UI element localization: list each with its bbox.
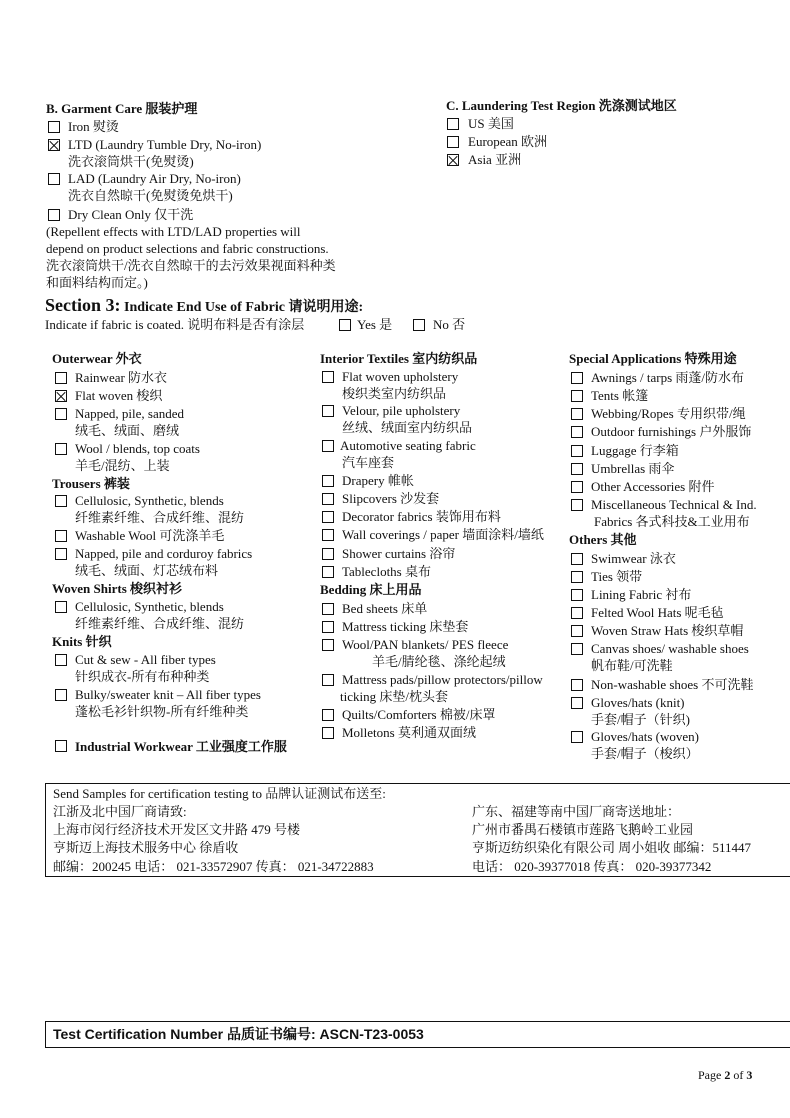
dry-clean-label: Dry Clean Only 仅干洗 xyxy=(68,207,194,222)
wool-blends-checkbox[interactable] xyxy=(55,443,67,455)
molletons-label: Molletons 莫利通双面绒 xyxy=(342,725,476,740)
luggage-checkbox[interactable] xyxy=(571,445,583,457)
asia-checkbox[interactable] xyxy=(447,154,459,166)
automotive-checkbox[interactable] xyxy=(322,440,334,452)
upholstery-label: Flat woven upholstery xyxy=(342,369,459,384)
rainwear-checkbox[interactable] xyxy=(55,372,67,384)
section3-title-prefix: Section 3: xyxy=(45,295,121,315)
awnings-label: Awnings / tarps 雨蓬/防水布 xyxy=(591,370,744,385)
upholstery-checkbox[interactable] xyxy=(322,371,334,383)
non-washable-checkbox[interactable] xyxy=(571,679,583,691)
trousers-cellulosic-label: Cellulosic, Synthetic, blends xyxy=(75,493,224,508)
section3-title-rest: Indicate End Use of Fabric 请说明用途: xyxy=(120,300,364,315)
lining-checkbox[interactable] xyxy=(571,589,583,601)
washable-wool-label: Washable Wool 可洗涤羊毛 xyxy=(75,528,225,543)
garment-care-title: B. Garment Care 服装护理 xyxy=(46,101,198,116)
mattress-ticking-label: Mattress ticking 床垫套 xyxy=(342,619,469,634)
napped-label: Napped, pile, sanded xyxy=(75,406,185,421)
ltd-label: LTD (Laundry Tumble Dry, No-iron) xyxy=(68,137,262,152)
washable-wool-checkbox[interactable] xyxy=(55,530,67,542)
coated-no-label: No 否 xyxy=(433,317,466,332)
corduroy-label: Napped, pile and corduroy fabrics xyxy=(75,546,253,561)
canvas-shoes-label: Canvas shoes/ washable shoes xyxy=(591,641,749,656)
flat-woven-checkbox[interactable] xyxy=(55,390,67,402)
interior-title: Interior Textiles 室内纺织品 xyxy=(320,351,478,366)
page-number xyxy=(698,1067,752,1084)
gloves-knit-checkbox[interactable] xyxy=(571,697,583,709)
tents-checkbox[interactable] xyxy=(571,390,583,402)
iron-checkbox[interactable] xyxy=(48,121,60,133)
awnings-checkbox[interactable] xyxy=(571,372,583,384)
swimwear-label: Swimwear 泳衣 xyxy=(591,551,676,566)
coated-no-checkbox[interactable] xyxy=(413,319,425,331)
samples-left-1: 江浙及北中国厂商请致: xyxy=(53,804,187,819)
wool-blends-sublabel: 羊毛/混纺、上装 xyxy=(75,458,170,473)
misc-technical-sublabel: Fabrics 各式科技&工业用布 xyxy=(594,514,750,529)
canvas-shoes-sublabel: 帆布鞋/可洗鞋 xyxy=(591,658,673,673)
lad-label: LAD (Laundry Air Dry, No-iron) xyxy=(68,171,241,186)
wool-blends-label: Wool / blends, top coats xyxy=(75,441,200,456)
outdoor-label: Outdoor furnishings 户外服饰 xyxy=(591,424,752,439)
others-title: Others 其他 xyxy=(569,532,637,547)
dry-clean-checkbox[interactable] xyxy=(48,209,60,221)
gloves-woven-sublabel: 手套/帽子（梭织） xyxy=(591,746,699,761)
shirts-cellulosic-label: Cellulosic, Synthetic, blends xyxy=(75,599,224,614)
outerwear-title: Outerwear 外衣 xyxy=(52,351,142,366)
bed-sheets-label: Bed sheets 床单 xyxy=(342,601,428,616)
gloves-knit-sublabel: 手套/帽子（针织) xyxy=(591,712,690,727)
wall-coverings-label: Wall coverings / paper 墙面涂料/墙纸 xyxy=(342,527,544,542)
napped-checkbox[interactable] xyxy=(55,408,67,420)
non-washable-label: Non-washable shoes 不可洗鞋 xyxy=(591,677,754,692)
mattress-pads-label: Mattress pads/pillow protectors/pillow xyxy=(342,672,543,687)
bulky-knit-sublabel: 蓬松毛衫针织物-所有纤维种类 xyxy=(75,704,249,719)
certification-number: Test Certification Number 品质证书编号: ASCN-T23-0053 xyxy=(53,1026,424,1042)
ltd-checkbox[interactable] xyxy=(48,139,60,151)
samples-left-4: 邮编：200245 电话： 021-33572907 传真： 021-34722883 xyxy=(53,859,374,874)
trousers-title: Trousers 裤装 xyxy=(52,476,130,491)
velour-sublabel: 丝绒、绒面室内纺织品 xyxy=(342,420,473,435)
garment-note-2: depend on product selections and fabric constructions. xyxy=(46,241,329,256)
straw-hats-label: Woven Straw Hats 梭织草帽 xyxy=(591,623,744,638)
garment-note-1: (Repellent effects with LTD/LAD properties will xyxy=(46,224,301,239)
knits-title: Knits 针织 xyxy=(52,634,112,649)
page-prefix: Page xyxy=(698,1068,725,1082)
page-total: 3 xyxy=(746,1068,753,1082)
flat-woven-label: Flat woven 梭织 xyxy=(75,388,163,403)
mattress-ticking-checkbox[interactable] xyxy=(322,621,334,633)
straw-hats-checkbox[interactable] xyxy=(571,625,583,637)
page-current: 2 xyxy=(724,1068,731,1082)
umbrellas-label: Umbrellas 雨伞 xyxy=(591,461,675,476)
industrial-checkbox[interactable] xyxy=(55,740,67,752)
ltd-sublabel: 洗衣滚筒烘干(免熨烫) xyxy=(68,154,194,169)
us-checkbox[interactable] xyxy=(447,118,459,130)
swimwear-checkbox[interactable] xyxy=(571,553,583,565)
garment-note-3: 洗衣滚筒烘干/洗衣自然晾干的去污效果视面料种类 xyxy=(46,258,336,273)
cut-sew-sublabel: 针织成衣-所有布种种类 xyxy=(75,669,210,684)
samples-right-2: 广州市番禺石楼镇市莲路飞鹅岭工业园 xyxy=(472,822,694,837)
quilts-label: Quilts/Comforters 棉被/床罩 xyxy=(342,707,496,722)
cut-sew-label: Cut & sew - All fiber types xyxy=(75,652,216,667)
outdoor-checkbox[interactable] xyxy=(571,426,583,438)
webbing-checkbox[interactable] xyxy=(571,408,583,420)
blankets-sublabel: 羊毛/腈纶毯、涤纶起绒 xyxy=(372,654,506,669)
rainwear-label: Rainwear 防水衣 xyxy=(75,370,168,385)
laundering-title: C. Laundering Test Region 洗涤测试地区 xyxy=(446,98,677,113)
gloves-knit-label: Gloves/hats (knit) xyxy=(591,695,685,710)
coated-yes-label: Yes 是 xyxy=(357,317,393,332)
canvas-shoes-checkbox[interactable] xyxy=(571,643,583,655)
umbrellas-checkbox[interactable] xyxy=(571,463,583,475)
misc-technical-label: Miscellaneous Technical & Ind. xyxy=(591,497,757,512)
decorator-label: Decorator fabrics 装饰用布料 xyxy=(342,509,501,524)
woven-shirts-title: Woven Shirts 梭织衬衫 xyxy=(52,581,183,596)
corduroy-checkbox[interactable] xyxy=(55,548,67,560)
mattress-pads-sublabel: ticking 床垫/枕头套 xyxy=(340,689,448,704)
trousers-cellulosic-checkbox[interactable] xyxy=(55,495,67,507)
lad-checkbox[interactable] xyxy=(48,173,60,185)
tablecloths-label: Tablecloths 桌布 xyxy=(342,564,431,579)
shower-curtains-checkbox[interactable] xyxy=(322,548,334,560)
shower-curtains-label: Shower curtains 浴帘 xyxy=(342,546,456,561)
velour-label: Velour, pile upholstery xyxy=(342,403,461,418)
tablecloths-checkbox[interactable] xyxy=(322,566,334,578)
trousers-cellulosic-sublabel: 纤维素纤维、合成纤维、混纺 xyxy=(75,510,245,525)
automotive-label: Automotive seating fabric xyxy=(340,438,476,453)
coated-yes-checkbox[interactable] xyxy=(339,319,351,331)
bed-sheets-checkbox[interactable] xyxy=(322,603,334,615)
lining-label: Lining Fabric 衬布 xyxy=(591,587,692,602)
gloves-woven-label: Gloves/hats (woven) xyxy=(591,729,699,744)
bulky-knit-label: Bulky/sweater knit – All fiber types xyxy=(75,687,261,702)
accessories-checkbox[interactable] xyxy=(571,481,583,493)
webbing-label: Webbing/Ropes 专用织带/绳 xyxy=(591,406,746,421)
bedding-title: Bedding 床上用品 xyxy=(320,582,422,597)
corduroy-sublabel: 绒毛、绒面、灯芯绒布料 xyxy=(75,563,219,578)
industrial-label: Industrial Workwear 工业强度工作服 xyxy=(75,739,287,754)
shirts-cellulosic-sublabel: 纤维素纤维、合成纤维、混纺 xyxy=(75,616,245,631)
drapery-checkbox[interactable] xyxy=(322,475,334,487)
samples-right-3: 亨斯迈纺织染化有限公司 周小姐收 邮编：511447 xyxy=(472,840,752,855)
luggage-label: Luggage 行李箱 xyxy=(591,443,679,458)
samples-right-4: 电话： 020-39377018 传真： 020-39377342 xyxy=(472,859,712,874)
bulky-knit-checkbox[interactable] xyxy=(55,689,67,701)
european-label: European 欧洲 xyxy=(468,134,548,149)
european-checkbox[interactable] xyxy=(447,136,459,148)
special-title: Special Applications 特殊用途 xyxy=(569,351,737,366)
asia-label: Asia 亚洲 xyxy=(468,152,522,167)
molletons-checkbox[interactable] xyxy=(322,727,334,739)
cut-sew-checkbox[interactable] xyxy=(55,654,67,666)
quilts-checkbox[interactable] xyxy=(322,709,334,721)
page-middle: of xyxy=(730,1068,747,1082)
gloves-woven-checkbox[interactable] xyxy=(571,731,583,743)
blankets-checkbox[interactable] xyxy=(322,639,334,651)
slipcovers-label: Slipcovers 沙发套 xyxy=(342,491,440,506)
misc-technical-checkbox[interactable] xyxy=(571,499,583,511)
velour-checkbox[interactable] xyxy=(322,405,334,417)
accessories-label: Other Accessories 附件 xyxy=(591,479,715,494)
shirts-cellulosic-checkbox[interactable] xyxy=(55,601,67,613)
blankets-label: Wool/PAN blankets/ PES fleece xyxy=(342,637,509,652)
ties-label: Ties 领带 xyxy=(591,569,643,584)
samples-header: Send Samples for certification testing to 品牌认证测试布送至: xyxy=(53,786,386,801)
coated-text: Indicate if fabric is coated. 说明布料是否有涂层 xyxy=(45,317,305,332)
wall-coverings-checkbox[interactable] xyxy=(322,529,334,541)
samples-left-3: 亨斯迈上海技术服务中心 徐盾收 xyxy=(53,840,239,855)
samples-left-2: 上海市闵行经济技术开发区文井路 479 号楼 xyxy=(53,822,301,837)
iron-label: Iron 熨烫 xyxy=(68,119,119,134)
ties-checkbox[interactable] xyxy=(571,571,583,583)
us-label: US 美国 xyxy=(468,116,514,131)
felted-hats-label: Felted Wool Hats 呢毛毡 xyxy=(591,605,724,620)
decorator-checkbox[interactable] xyxy=(322,511,334,523)
mattress-pads-checkbox[interactable] xyxy=(322,674,334,686)
drapery-label: Drapery 帷帐 xyxy=(342,473,414,488)
garment-note-4: 和面料结构而定。) xyxy=(46,275,148,290)
tents-label: Tents 帐篷 xyxy=(591,388,649,403)
lad-sublabel: 洗衣自然晾干(免熨烫免烘干) xyxy=(68,188,233,203)
slipcovers-checkbox[interactable] xyxy=(322,493,334,505)
upholstery-sublabel: 梭织类室内纺织品 xyxy=(342,386,447,401)
felted-hats-checkbox[interactable] xyxy=(571,607,583,619)
samples-right-1: 广东、福建等南中国厂商寄送地址： xyxy=(472,804,681,819)
automotive-sublabel: 汽车座套 xyxy=(342,455,395,470)
napped-sublabel: 绒毛、绒面、磨绒 xyxy=(75,423,180,438)
